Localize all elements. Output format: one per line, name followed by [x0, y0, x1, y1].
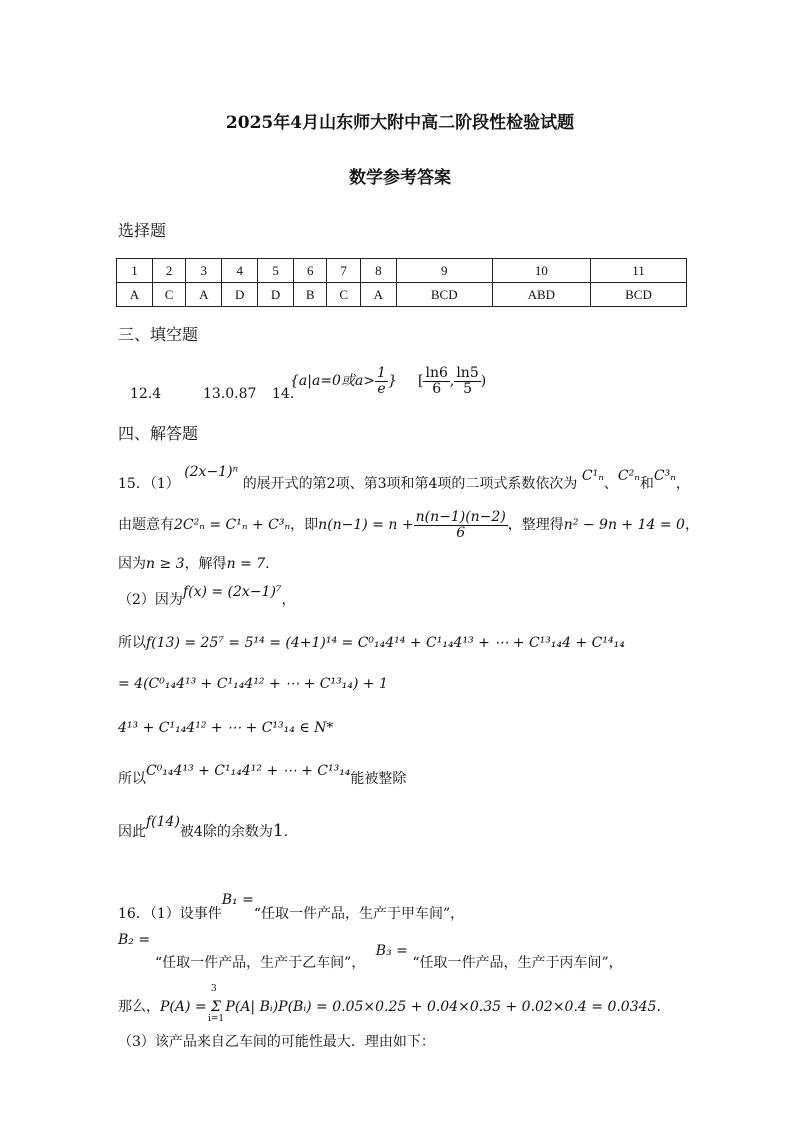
binomial-coefficient: C³ₙ — [653, 468, 676, 484]
sum-lower-limit: i=1 — [208, 1014, 225, 1024]
interval-comma: , — [449, 373, 455, 390]
table-cell: B — [294, 283, 327, 307]
table-cell: 3 — [186, 259, 222, 283]
function-value: f(14) — [146, 814, 180, 830]
text: 的展开式的第2项、第3项和第4项的二项式系数依次为 — [242, 476, 578, 492]
q15-line-9 — [118, 814, 289, 841]
text: 由题意有 — [118, 517, 174, 534]
answer-table — [116, 258, 687, 307]
text: 能被整除 — [350, 771, 407, 787]
fill-answer-12: 12.4 — [130, 386, 162, 402]
fraction-numerator: 1 — [377, 365, 386, 381]
fraction-denominator: 6 — [456, 524, 466, 541]
result: n = 7 — [226, 556, 266, 572]
text: 、 — [603, 476, 618, 492]
fraction-numerator: n(n−1)(n−2) — [415, 509, 506, 525]
fraction-one-over-e — [375, 366, 388, 396]
text: . — [265, 556, 270, 572]
table-cell: 7 — [327, 259, 360, 283]
text: （2）因为 — [118, 592, 183, 608]
table-cell: 4 — [222, 259, 258, 283]
interval-open: [ — [418, 373, 424, 390]
fraction-ln5 — [454, 366, 480, 396]
question-number: 15．（1） — [118, 476, 180, 492]
section-solve-heading: 四、解答题 — [118, 424, 199, 443]
section-choice-heading: 选择题 — [118, 221, 167, 240]
text: ，解得 — [184, 556, 227, 572]
set-close: } — [387, 373, 397, 390]
table-cell: 6 — [294, 259, 327, 283]
event-description: “任取一件产品，生产于乙车间”， — [155, 955, 366, 971]
remainder-value: 1 — [272, 821, 284, 841]
table-cell: 5 — [258, 259, 294, 283]
table-cell: 9 — [396, 259, 492, 283]
event-symbol: B₂ = — [118, 932, 151, 948]
page-subtitle: 数学参考答案 — [349, 168, 451, 188]
text: 那么， — [118, 999, 160, 1015]
q16-line-1 — [118, 892, 465, 923]
q15-line-2 — [118, 510, 699, 540]
table-cell: BCD — [591, 283, 687, 307]
table-cell: 8 — [360, 259, 396, 283]
text: 所以 — [118, 635, 146, 651]
q16-line-4: （3）该产品来自乙车间的可能性最大．理由如下： — [118, 1034, 435, 1050]
fraction — [414, 510, 508, 540]
expansion-expression: f(13) = 25⁷ = 5¹⁴ = (4+1)¹⁴ = C⁰₁₄4¹⁴ + C¹₁₄4¹³ + ⋯ + C¹³₁₄4 + C¹⁴₁₄ — [146, 635, 625, 651]
table-cell: 11 — [591, 259, 687, 283]
answer-table-answer-row — [117, 283, 687, 307]
q16-line-3 — [118, 996, 661, 1016]
condition: n ≥ 3 — [146, 556, 185, 572]
text: . — [656, 999, 661, 1015]
q15-line-1 — [118, 464, 690, 493]
page-title: 2025年4月山东师大附中高二阶段性检验试题 — [225, 113, 575, 133]
q15-line-6: = 4(C⁰₁₄4¹³ + C¹₁₄4¹² + ⋯ + C¹³₁₄) + 1 — [118, 676, 388, 692]
table-cell: 10 — [492, 259, 590, 283]
text: ，即 — [290, 517, 319, 534]
binomial-coefficient: C¹ₙ — [581, 468, 604, 484]
table-cell: D — [258, 283, 294, 307]
q15-line-8 — [118, 763, 407, 788]
fill-answer-14-label: 14. — [272, 386, 295, 402]
question-number: 16．（1）设事件 — [118, 906, 222, 922]
q16-line-2 — [118, 932, 151, 960]
fraction-numerator: ln6 — [425, 365, 448, 381]
table-cell: D — [222, 283, 258, 307]
equation: 2C²ₙ = C¹ₙ + C³ₙ — [174, 517, 291, 534]
text: . — [283, 824, 289, 840]
event-description: “任取一件产品，生产于丙车间”， — [412, 955, 623, 971]
table-cell: ABD — [492, 283, 590, 307]
q15-line-4 — [118, 584, 296, 609]
table-cell: BCD — [396, 283, 492, 307]
sum-expression: C⁰₁₄4¹³ + C¹₁₄4¹² + ⋯ + C¹³₁₄ — [146, 763, 351, 779]
binomial-expression: (2x−1)ⁿ — [184, 464, 239, 480]
interval-close: ) — [480, 373, 487, 390]
set-expression: {a|a=0或a> — [290, 373, 376, 390]
fill-answer-14-interval — [418, 366, 486, 396]
equation: n² − 9n + 14 = 0 — [563, 517, 685, 534]
answer-table-number-row — [117, 259, 687, 283]
text: 所以 — [118, 771, 146, 787]
text: ， — [281, 592, 296, 608]
text: 被4除的余数为 — [179, 824, 273, 840]
text: 和 — [639, 476, 654, 492]
event-symbol: B₁ = — [221, 892, 254, 908]
text: 因此 — [118, 824, 146, 840]
section-fill-heading: 三、填空题 — [118, 325, 199, 344]
fraction-numerator: ln5 — [456, 365, 479, 381]
text: 因为 — [118, 556, 146, 572]
fill-answer-13: 13.0.87 — [203, 386, 257, 402]
table-cell: A — [117, 283, 153, 307]
q15-line-3 — [118, 553, 270, 573]
table-cell: 2 — [152, 259, 185, 283]
q16-line-2-text — [155, 943, 623, 972]
table-cell: C — [327, 283, 360, 307]
total-probability-formula: P(A) = Σ P(A| Bᵢ)P(Bᵢ) = 0.05×0.25 + 0.04×0.35 + 0.02×0.4 = 0.0345 — [160, 999, 657, 1015]
fraction-denominator: 6 — [432, 380, 442, 397]
function-expression: f(x) = (2x−1)⁷ — [182, 584, 282, 600]
fraction-denominator: e — [377, 380, 386, 397]
table-cell: A — [186, 283, 222, 307]
event-description: “任取一件产品，生产于甲车间”， — [253, 906, 465, 922]
q15-line-7: 4¹³ + C¹₁₄4¹² + ⋯ + C¹³₁₄ ∈ N* — [118, 720, 334, 736]
binomial-coefficient: C²ₙ — [617, 468, 640, 484]
table-cell: 1 — [117, 259, 153, 283]
q15-line-5 — [118, 632, 625, 652]
event-symbol: B₃ = — [375, 943, 408, 959]
sum-upper-limit: 3 — [211, 984, 217, 994]
fraction-ln6 — [423, 366, 449, 396]
text: ， — [684, 517, 699, 534]
fill-answer-14-set — [290, 366, 397, 396]
fraction-denominator: 5 — [463, 380, 472, 397]
text: ， — [675, 476, 690, 492]
table-cell: C — [152, 283, 185, 307]
equation: n(n−1) = n + — [318, 517, 414, 534]
text: ，整理得 — [507, 517, 564, 534]
table-cell: A — [360, 283, 396, 307]
